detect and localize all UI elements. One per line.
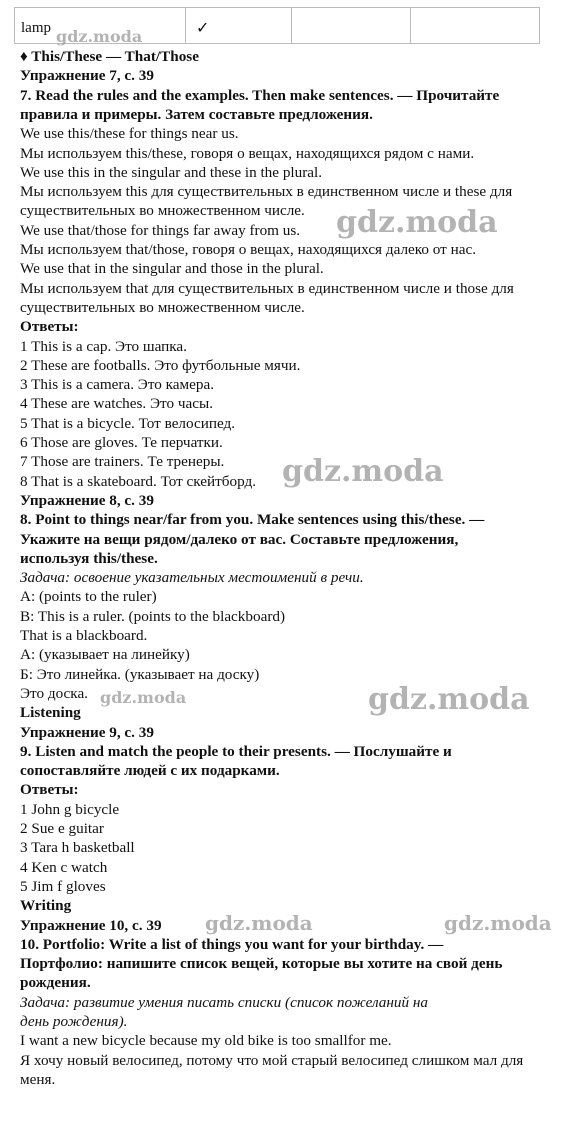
text-line: рождения. [20,974,91,992]
text-line: сопоставляйте людей с их подарками. [20,762,280,780]
text-line: We use this in the singular and these in the plural. [20,163,323,181]
text-line: 10. Portfolio: Write a list of things you want for your birthday. — [20,935,444,953]
text-line: 4 Ken c watch [20,858,108,876]
text-line: Упражнение 10, с. 39 [20,916,162,934]
text-line: Упражнение 7, с. 39 [20,67,154,85]
watermark: gdz.moda [100,688,187,707]
text-line: меня. [20,1070,56,1088]
text-line: 2 Sue e guitar [20,820,104,837]
table-cell-check [186,8,292,43]
watermark: gdz.moda [56,27,143,46]
text-line: Б: Это линейка. (указывает на доску) [20,665,260,683]
text-line: день рождения). [20,1013,128,1030]
text-line: Listening [20,704,81,722]
text-line: 2 These are footballs. Это футбольные мячи. [20,356,301,374]
text-line: 8 That is a skateboard. Тот скейтборд. [20,472,257,490]
text-line: 6 Those are gloves. Те перчатки. [20,434,223,451]
text-line: Мы используем this для существительных в единственном числе и these для [20,183,513,201]
text-line: А: (указывает на линейку) [20,646,190,664]
text-line: Укажите на вещи рядом/далеко от вас. Составьте предложения, [20,530,459,548]
text-line: 5 That is a bicycle. Тот велосипед. [20,414,236,432]
watermark: gdz.moda [205,911,313,935]
watermark: gdz.moda [282,454,444,489]
text-line: Мы используем this/these, говоря о вещах, находящихся рядом с нами. [20,144,475,162]
text-line: 5 Jim f gloves [20,877,106,895]
text-line: 1 John g bicycle [20,800,120,818]
text-line: Ответы: [20,781,79,799]
table-cell-empty [292,8,411,43]
text-line: That is a blackboard. [20,627,148,644]
text-line: B: This is a ruler. (points to the blackboard) [20,607,286,625]
text-line: A: (points to the ruler) [20,588,157,606]
text-line: 9. Listen and match the people to their presents. — Послушайте и [20,742,452,760]
text-line: 7 Those are trainers. Те тренеры. [20,453,225,471]
text-line: ♦ This/These — That/Those [20,48,199,65]
text-line: 3 Tara h basketball [20,839,135,857]
text-line: Мы используем that для существительных в единственном числе и those для [20,279,514,297]
text-line: We use that/those for things far away from us. [20,221,301,239]
word-lamp: lamp [21,20,51,36]
text-line: 7. Read the rules and the examples. Then make sentences. — Прочитайте [20,86,500,104]
text-line: Мы используем that/those, говоря о вещах, находящихся далеко от нас. [20,241,476,258]
text-line: Задача: развитие умения писать списки (список пожеланий на [20,993,429,1011]
text-line: 8. Point to things near/far from you. Make sentences using this/these. — [20,511,485,529]
text-line: 1 This is a cap. Это шапка. [20,337,187,355]
text-line: We use that in the singular and those in the plural. [20,260,324,278]
text-line: существительных во множественном числе. [20,202,305,220]
text-line: используя this/these. [20,549,158,567]
text-line: I want a new bicycle because my old bike is too smallfor me. [20,1032,392,1050]
text-line: существительных во множественном числе. [20,298,305,316]
text-line: Задача: освоение указательных местоимений в речи. [20,569,364,587]
watermark: gdz.moda [336,205,498,240]
text-line: Это доска. [20,684,88,702]
watermark: gdz.moda [444,911,552,935]
text-line: We use this/these for things near us. [20,125,239,143]
text-line: Упражнение 8, с. 39 [20,491,154,509]
text-line: Я хочу новый велосипед, потому что мой старый велосипед слишком мал для [20,1051,524,1069]
checkmark-icon: ✓ [196,18,210,37]
text-line: Ответы: [20,318,79,336]
watermark: gdz.moda [368,682,530,717]
table-cell-empty [411,8,539,43]
text-line: 3 This is a camera. Это камера. [20,376,215,394]
text-line: Упражнение 9, с. 39 [20,723,154,741]
text-line: Портфолио: напишите список вещей, которые вы хотите на свой день [20,955,503,973]
text-line: Writing [20,897,72,915]
text-line: 4 These are watches. Это часы. [20,395,213,413]
text-line: правила и примеры. Затем составьте предложения. [20,105,373,123]
